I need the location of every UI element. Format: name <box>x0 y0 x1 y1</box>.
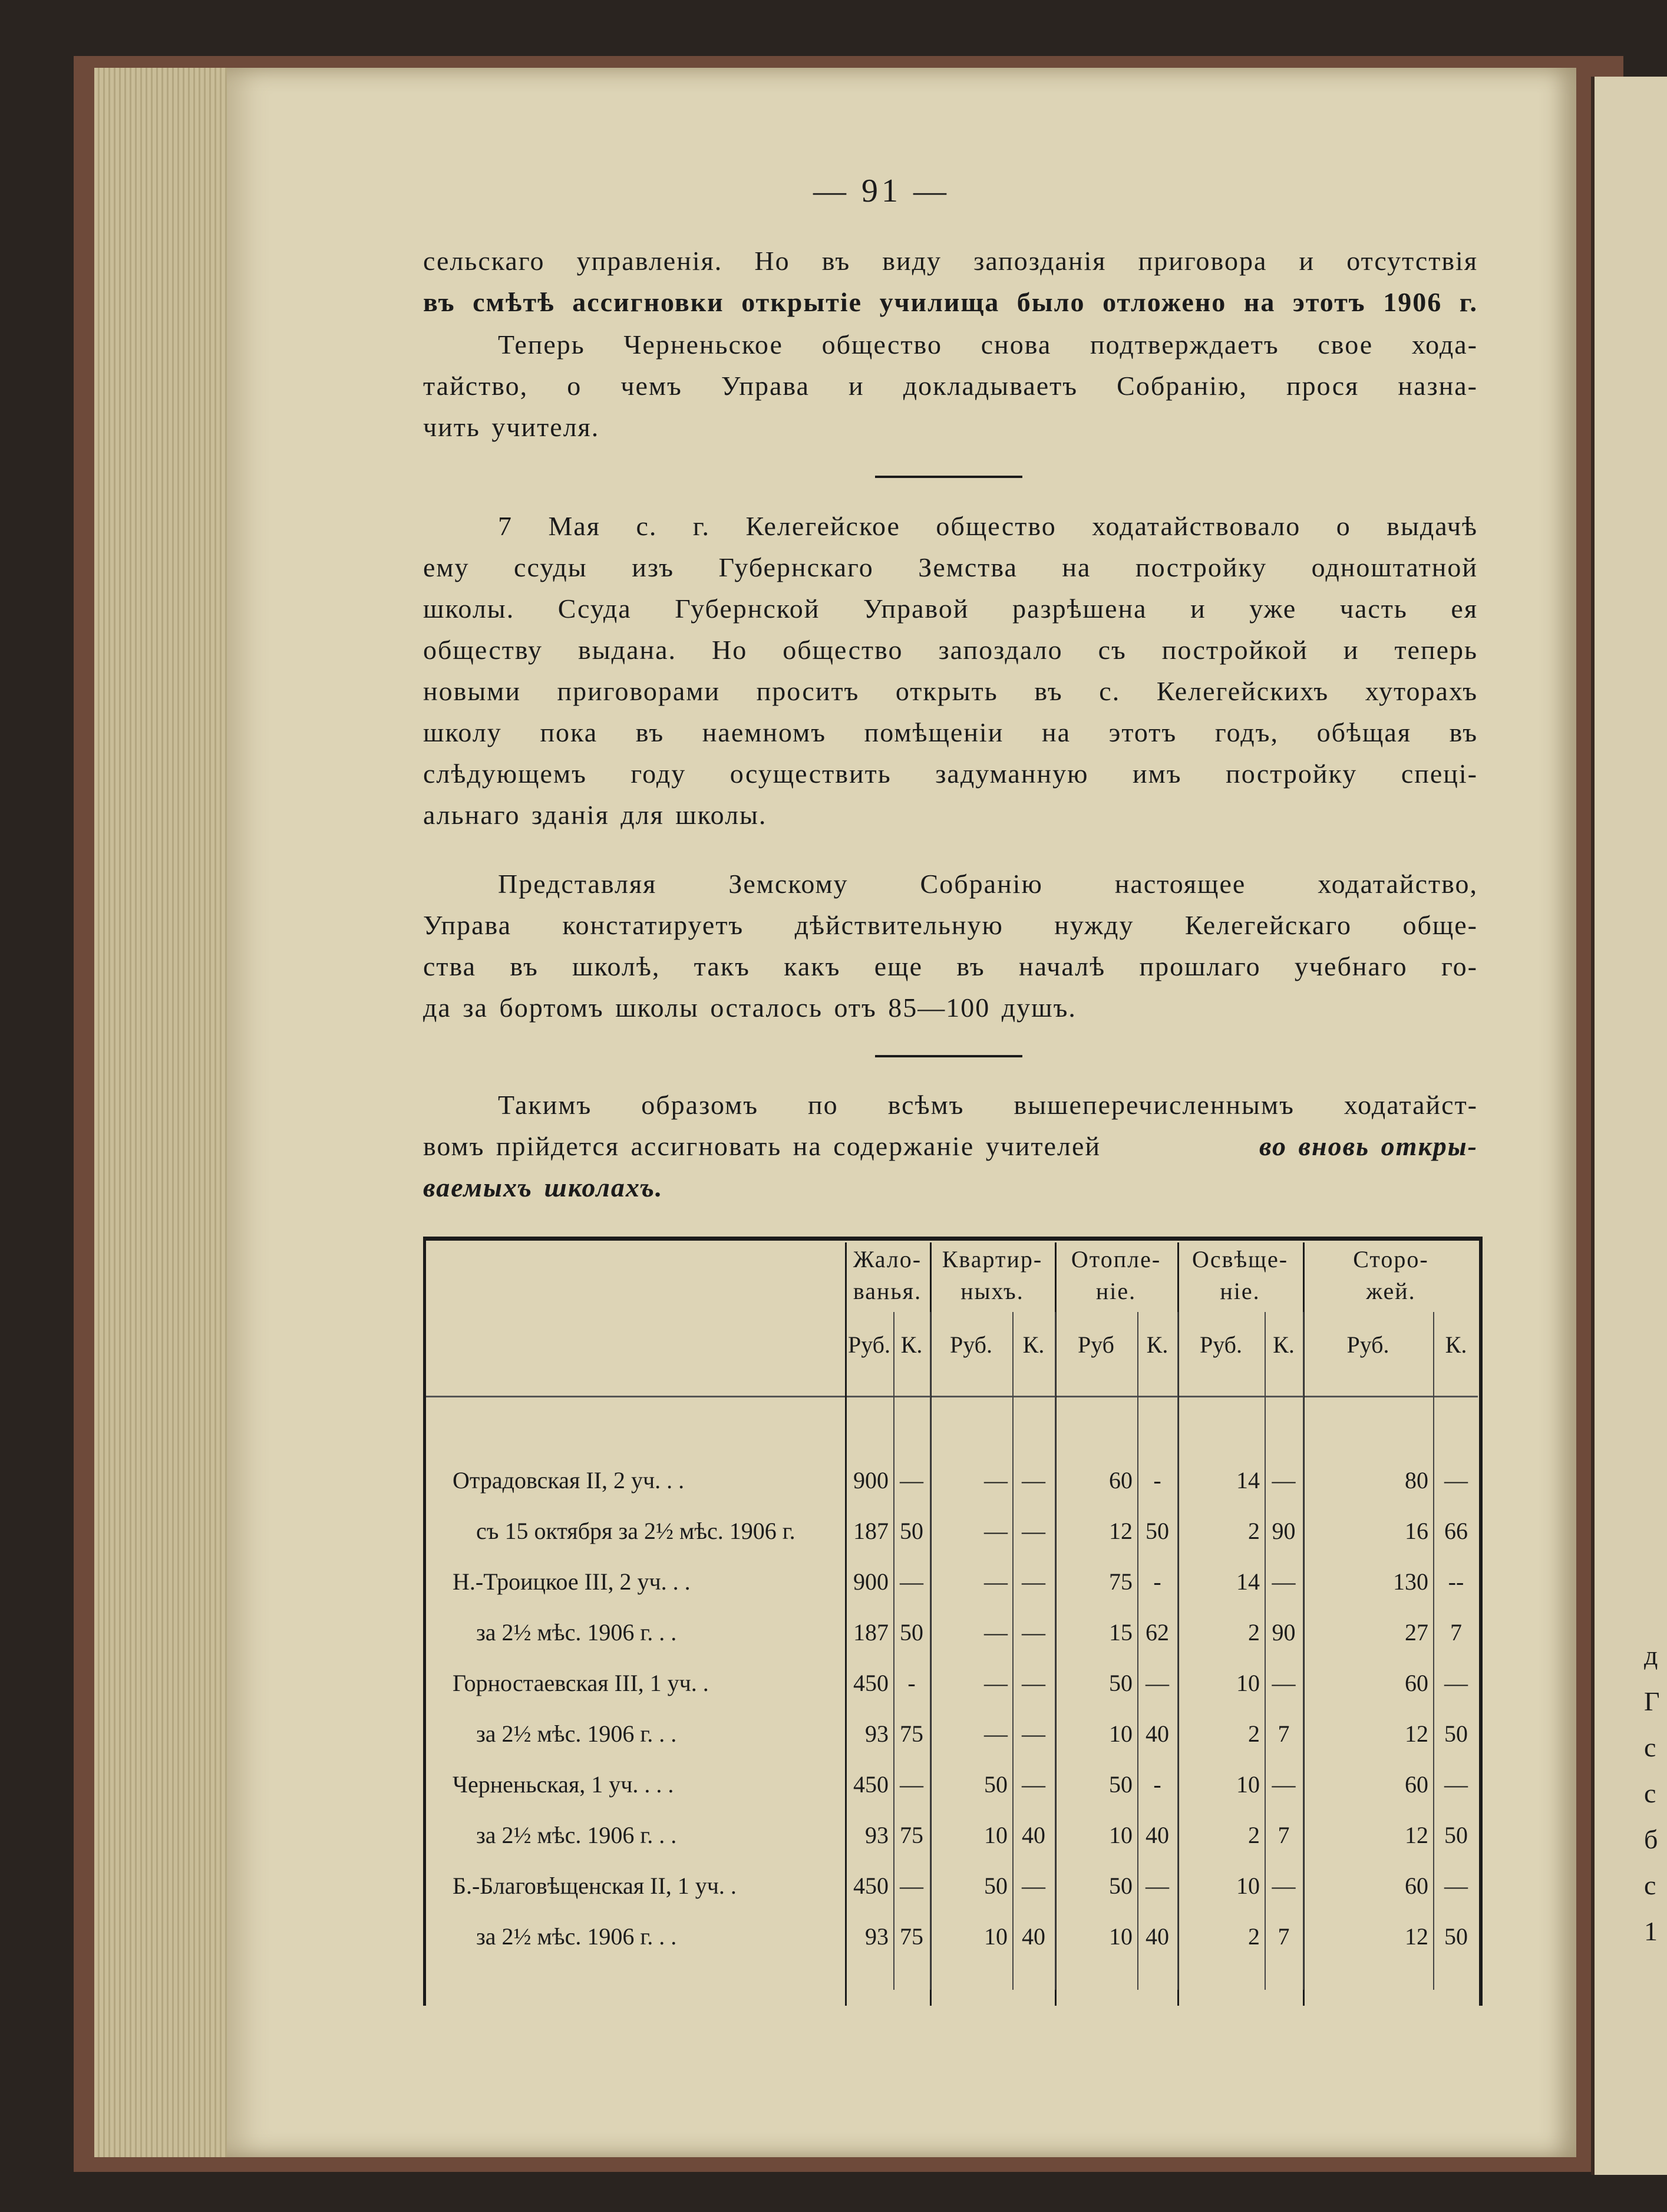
text-line: обществу выдана. Но общество запоздало съ постройкой и теперь <box>423 635 1478 665</box>
text-line: сельскаго управленія. Но въ виду запозданія приговора и отсутствія <box>423 246 1478 276</box>
table-cell: 7 <box>1278 1923 1290 1950</box>
table-cell: 2 <box>1248 1822 1260 1848</box>
table-cell: 75 <box>900 1923 923 1950</box>
table-cell: 15 <box>1109 1619 1133 1646</box>
paragraph-4 <box>498 863 1478 905</box>
table-cell: — <box>1022 1720 1045 1747</box>
table-cell: 130 <box>1393 1568 1428 1595</box>
table-cell: 50 <box>984 1771 1008 1798</box>
adjacent-glyph: с <box>1644 1732 1656 1762</box>
text-line: ему ссуды изъ Губернскаго Земства на постройку одноштатной <box>423 552 1478 582</box>
table-cell: - <box>1153 1771 1161 1798</box>
table-cell: — <box>1022 1771 1045 1798</box>
table-cell: — <box>1146 1670 1169 1696</box>
paragraph-2-end <box>423 407 1478 448</box>
column-header: ніе. <box>1220 1278 1260 1304</box>
table-cell: 2 <box>1248 1518 1260 1544</box>
text-line: Представляя Земскому Собранію настоящее ходатайство, <box>498 869 1478 899</box>
adjacent-glyph: б <box>1644 1824 1658 1854</box>
paragraph-3-l6 <box>423 712 1478 753</box>
table-cell: 93 <box>865 1923 889 1950</box>
table-cell: 66 <box>1444 1518 1468 1544</box>
table-cell: 50 <box>1146 1518 1169 1544</box>
table-cell: 10 <box>1236 1873 1260 1899</box>
table-cell: 187 <box>853 1619 889 1646</box>
table-cell: — <box>984 1568 1008 1595</box>
table-row-label: Н.-Троицкое III, 2 уч. . . <box>453 1568 691 1595</box>
adjacent-glyph: д <box>1644 1640 1658 1670</box>
table-cell: - <box>1153 1568 1161 1595</box>
table-cell: 50 <box>1109 1873 1133 1899</box>
table-cell: 60 <box>1405 1873 1428 1899</box>
table-cell: 16 <box>1405 1518 1428 1544</box>
subheader: К. <box>1022 1331 1045 1358</box>
table-cell: — <box>1272 1771 1296 1798</box>
table-cell: — <box>1444 1670 1468 1696</box>
paragraph-3-l2 <box>423 547 1478 588</box>
text-line: новыми приговорами проситъ открыть въ с. Келегейскихъ хуторахъ <box>423 676 1478 706</box>
column-header: ніе. <box>1095 1278 1137 1304</box>
table-cell: 60 <box>1109 1467 1133 1494</box>
table-cell: 75 <box>900 1720 923 1747</box>
table-cell: — <box>900 1568 923 1595</box>
table-cell: 12 <box>1405 1923 1428 1950</box>
column-header: Освѣще- <box>1191 1246 1289 1273</box>
table-cell: — <box>984 1720 1008 1747</box>
text-line: да за бортомъ школы осталось отъ 85—100 душъ. <box>423 993 1077 1023</box>
table-cell: 80 <box>1405 1467 1428 1494</box>
subheader: Руб. <box>847 1331 891 1358</box>
table-cell: 10 <box>1109 1923 1133 1950</box>
table-cell: 450 <box>853 1670 889 1696</box>
paragraph-4-l4 <box>423 987 1478 1028</box>
table-row-label: за 2½ мѣс. 1906 г. . . <box>476 1923 677 1950</box>
table-row-label: Горностаевская III, 1 уч. . <box>453 1670 709 1696</box>
table-row-label: за 2½ мѣс. 1906 г. . . <box>476 1619 677 1646</box>
column-header: жей. <box>1366 1278 1416 1304</box>
table-cell: 14 <box>1236 1467 1260 1494</box>
table-cell: 10 <box>1109 1822 1133 1848</box>
adjacent-glyph: 1 <box>1644 1916 1658 1946</box>
table-cell: 10 <box>1109 1720 1133 1747</box>
subheader: К. <box>1445 1331 1467 1358</box>
adjacent-glyph: с <box>1644 1778 1656 1808</box>
table-cell: 62 <box>1146 1619 1169 1646</box>
paragraph-5-l3 <box>423 1167 1478 1208</box>
table-row-label: Б.-Благовѣщенская II, 1 уч. . <box>453 1873 737 1899</box>
table-cell: 900 <box>853 1467 889 1494</box>
table-cell: 450 <box>853 1873 889 1899</box>
text-line: 7 Мая с. г. Келегейское общество ходатайствовало о выдачѣ <box>498 511 1478 541</box>
table-cell: 90 <box>1272 1619 1296 1646</box>
section-divider-2 <box>875 1055 1022 1057</box>
table-cell: — <box>1444 1873 1468 1899</box>
table-cell: 50 <box>1444 1720 1468 1747</box>
paragraph-2-body <box>423 365 1478 407</box>
paragraph-2 <box>498 324 1478 365</box>
column-header: Сторо- <box>1353 1246 1429 1273</box>
table-cell: — <box>984 1518 1008 1544</box>
paragraph-3-l8 <box>423 795 1478 836</box>
table-cell: 50 <box>900 1619 923 1646</box>
allocation-table <box>423 1237 1483 2006</box>
table-left-border <box>423 1237 426 2006</box>
table-cell: 93 <box>865 1720 889 1747</box>
adjacent-glyph: с <box>1644 1870 1656 1900</box>
table-cell: 900 <box>853 1568 889 1595</box>
table-cell: — <box>984 1670 1008 1696</box>
text-line: тайство, о чемъ Управа и докладываетъ Собранію, прося назна- <box>423 371 1478 401</box>
table-cell: — <box>1022 1670 1045 1696</box>
text-line: Теперь Черненьское общество снова подтверждаетъ свое хода- <box>498 329 1478 360</box>
table-cell: 50 <box>984 1873 1008 1899</box>
paragraph-3-l5 <box>423 671 1478 712</box>
adjacent-glyph: Г <box>1644 1686 1660 1716</box>
table-cell: — <box>900 1873 923 1899</box>
table-cell: — <box>1022 1568 1045 1595</box>
table-cell: — <box>1272 1670 1296 1696</box>
subheader: Руб. <box>1199 1331 1243 1358</box>
table-cell: 50 <box>1109 1670 1133 1696</box>
table-cell: 10 <box>984 1822 1008 1848</box>
table-header-rule <box>423 1396 1478 1397</box>
table-cell: — <box>984 1467 1008 1494</box>
table-cell: 40 <box>1146 1822 1169 1848</box>
paragraph-4-l3 <box>423 946 1478 987</box>
table-cell: 14 <box>1236 1568 1260 1595</box>
paragraph-4-l2 <box>423 905 1478 946</box>
table-cell: 2 <box>1248 1720 1260 1747</box>
paragraph-3-l3 <box>423 588 1478 629</box>
text-line: вомъ прійдется ассигновать на содержаніе учителей <box>423 1131 1101 1161</box>
table-cell: 12 <box>1405 1822 1428 1848</box>
table-cell: 50 <box>1109 1771 1133 1798</box>
table-cell: 93 <box>865 1822 889 1848</box>
text-line: Такимъ образомъ по всѣмъ вышеперечисленнымъ ходатайст- <box>498 1090 1478 1120</box>
table-cell: 75 <box>900 1822 923 1848</box>
text-line: въ смѣтѣ ассигновки открытіе училища было отложено на этотъ 1906 г. <box>423 287 1478 317</box>
italic-phrase: ваемыхъ школахъ. <box>423 1172 664 1202</box>
paragraph-3-l4 <box>423 629 1478 671</box>
paragraph-3 <box>498 506 1478 547</box>
paragraph-5 <box>498 1084 1478 1126</box>
text-line: альнаго зданія для школы. <box>423 800 767 830</box>
table-cell: 12 <box>1109 1518 1133 1544</box>
table-top-rule <box>423 1237 1483 1241</box>
table-cell: 60 <box>1405 1670 1428 1696</box>
table-cell: — <box>1272 1467 1296 1494</box>
table-cell: -- <box>1448 1568 1464 1595</box>
table-cell: 40 <box>1022 1822 1045 1848</box>
adjacent-page-glyphs <box>1644 1633 1660 1954</box>
table-cell: 40 <box>1022 1923 1045 1950</box>
table-cell: 40 <box>1146 1923 1169 1950</box>
table-cell: 2 <box>1248 1923 1260 1950</box>
column-header: ныхъ. <box>960 1278 1024 1304</box>
column-header: Квартир- <box>942 1246 1043 1273</box>
column-header: Жало- <box>853 1246 922 1273</box>
table-cell: — <box>900 1467 923 1494</box>
subheader: К. <box>900 1331 923 1358</box>
table-row-label: за 2½ мѣс. 1906 г. . . <box>476 1720 677 1747</box>
text-line: школу пока въ наемномъ помѣщеніи на этотъ годъ, обѣщая въ <box>423 717 1478 747</box>
table-cell: — <box>1022 1518 1045 1544</box>
table-cell: — <box>1022 1467 1045 1494</box>
table-cell: — <box>984 1619 1008 1646</box>
subheader: Руб. <box>949 1331 993 1358</box>
table-cell: — <box>1444 1771 1468 1798</box>
table-cell: 10 <box>1236 1771 1260 1798</box>
subheader: К. <box>1273 1331 1295 1358</box>
table-row-label: за 2½ мѣс. 1906 г. . . <box>476 1822 677 1848</box>
paragraph-5-l2 <box>423 1126 1478 1167</box>
table-right-border <box>1479 1237 1483 2006</box>
subheader: К. <box>1146 1331 1168 1358</box>
table-cell: — <box>1022 1873 1045 1899</box>
table-cell: 7 <box>1450 1619 1462 1646</box>
paragraph-1-line-2 <box>423 282 1478 323</box>
table-cell: 60 <box>1405 1771 1428 1798</box>
table-cell: 2 <box>1248 1619 1260 1646</box>
table-cell: 90 <box>1272 1518 1296 1544</box>
table-cell: 7 <box>1278 1822 1290 1848</box>
text-line: Управа констатируетъ дѣйствительную нужду Келегейскаго обще- <box>423 910 1478 940</box>
table-cell: 50 <box>1444 1923 1468 1950</box>
table-row-label: съ 15 октября за 2½ мѣс. 1906 г. <box>476 1518 795 1544</box>
table-cell: — <box>1272 1873 1296 1899</box>
table-cell: — <box>1444 1467 1468 1494</box>
table-cell: 75 <box>1109 1568 1133 1595</box>
table-cell: — <box>1272 1568 1296 1595</box>
table-cell: 187 <box>853 1518 889 1544</box>
table-cell: 40 <box>1146 1720 1169 1747</box>
column-header: ванья. <box>853 1278 922 1304</box>
table-cell: — <box>900 1771 923 1798</box>
table-cell: — <box>1022 1619 1045 1646</box>
table-cell: 12 <box>1405 1720 1428 1747</box>
table-cell: 10 <box>984 1923 1008 1950</box>
text-line: чить учителя. <box>423 412 600 442</box>
table-cell: 450 <box>853 1771 889 1798</box>
paragraph-3-l7 <box>423 753 1478 795</box>
italic-phrase: во вновь откры- <box>1259 1131 1478 1161</box>
subheader: Руб <box>1077 1331 1115 1358</box>
page-stack-edge <box>94 68 236 2157</box>
subheader: Руб. <box>1346 1331 1389 1358</box>
text-line: ства въ школѣ, такъ какъ еще въ началѣ прошлаго учебнаго го- <box>423 951 1478 981</box>
table-cell: 10 <box>1236 1670 1260 1696</box>
table-cell: - <box>1153 1467 1161 1494</box>
table-cell: 50 <box>900 1518 923 1544</box>
column-header: Отопле- <box>1071 1246 1161 1273</box>
table-row-label: Отрадовская II, 2 уч. . . <box>453 1467 685 1494</box>
table-row-label: Черненьская, 1 уч. . . . <box>453 1771 674 1798</box>
section-divider <box>875 476 1022 478</box>
text-line: школы. Ссуда Губернской Управой разрѣшена и уже часть ея <box>423 594 1478 624</box>
table-cell: 27 <box>1405 1619 1428 1646</box>
paragraph-1 <box>423 240 1478 282</box>
table-cell: 50 <box>1444 1822 1468 1848</box>
text-line: слѣдующемъ году осуществить задуманную имъ постройку спеці- <box>423 759 1478 789</box>
table-cell: 7 <box>1278 1720 1290 1747</box>
table-cell: — <box>1146 1873 1169 1899</box>
page-number: — 91 — <box>813 173 950 209</box>
table-cell: - <box>907 1670 916 1696</box>
